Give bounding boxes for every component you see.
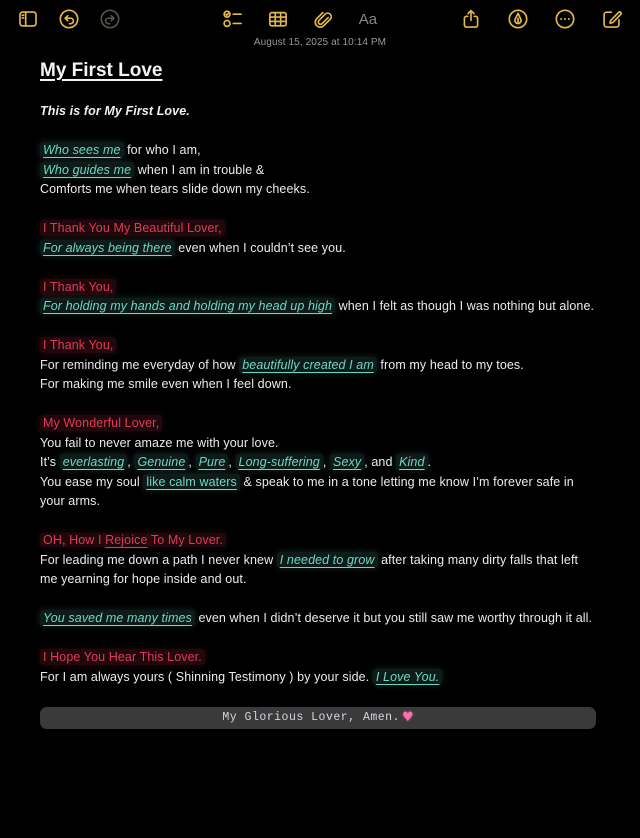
note-line xyxy=(40,531,596,551)
heading-text: OH, How I xyxy=(40,533,105,547)
checklist-button[interactable] xyxy=(221,7,245,31)
body-text: . xyxy=(427,455,432,469)
note-link[interactable]: For holding my hands and holding my head up high xyxy=(40,298,335,314)
undo-button[interactable] xyxy=(57,7,81,31)
body-text: when I am in trouble & xyxy=(134,162,265,177)
note-line xyxy=(40,453,596,473)
note-line xyxy=(40,356,596,376)
body-text: Comforts me when tears slide down my cheeks. xyxy=(40,182,310,196)
body-text: For reminding me everyday of how xyxy=(40,357,240,372)
note-link[interactable]: beautifully created I am xyxy=(239,357,377,373)
note-line xyxy=(40,434,596,454)
note-line xyxy=(40,278,596,298)
attachment-icon xyxy=(312,8,334,30)
heading-text: I Thank You, xyxy=(40,279,116,295)
note-paragraph xyxy=(40,141,596,200)
compose-icon xyxy=(601,8,623,30)
body-text: For leading me down a path I never knew xyxy=(40,552,277,567)
table-icon xyxy=(267,8,289,30)
body-text: It’s xyxy=(40,455,60,469)
redo-icon xyxy=(99,8,121,30)
body-text: , xyxy=(127,455,135,469)
note-line xyxy=(40,609,596,629)
note-link[interactable]: everlasting xyxy=(60,454,128,470)
note-paragraph xyxy=(40,531,596,590)
redo-button[interactable] xyxy=(98,7,122,31)
toolbar-center xyxy=(221,7,380,31)
table-button[interactable] xyxy=(266,7,290,31)
more-button[interactable] xyxy=(553,7,577,31)
note-paragraph xyxy=(40,414,596,512)
body-text: You ease my soul xyxy=(40,474,144,489)
note-link[interactable]: I Love You. xyxy=(373,669,442,685)
note-line xyxy=(40,336,596,356)
body-text: , xyxy=(188,455,196,469)
undo-icon xyxy=(58,8,80,30)
body-text: even when I didn’t deserve it but you still saw me worthy through it all. xyxy=(194,611,593,625)
compose-button[interactable] xyxy=(600,7,624,31)
sidebar-icon xyxy=(17,8,39,30)
note-link[interactable]: Long-suffering xyxy=(236,454,323,470)
note-paragraph xyxy=(40,609,596,629)
body-text: & speak to me in a tone letting me know I’m forever safe in your arms. xyxy=(40,474,574,508)
note-paragraph xyxy=(40,219,596,258)
heart-icon: ♥ xyxy=(401,710,414,725)
more-icon xyxy=(554,8,576,30)
note-link[interactable]: Kind xyxy=(396,454,427,470)
note-paragraph xyxy=(40,278,596,317)
body-text: This is for My First Love. xyxy=(40,104,190,118)
note-body[interactable] xyxy=(0,48,640,729)
attachment-button[interactable] xyxy=(311,7,335,31)
format-button[interactable] xyxy=(356,7,380,31)
note-link[interactable]: Genuine xyxy=(134,454,188,470)
checklist-icon xyxy=(222,8,244,30)
note-line xyxy=(40,473,596,512)
note-link[interactable]: For always being there xyxy=(40,240,175,256)
note-line xyxy=(40,375,596,395)
heading-text: My Wonderful Lover, xyxy=(40,415,162,431)
heading-text: Rejoice xyxy=(105,533,148,547)
note-line xyxy=(40,239,596,259)
footer-text: My Glorious Lover, Amen. xyxy=(222,711,400,724)
note-date: August 15, 2025 at 10:14 PM xyxy=(253,37,387,48)
body-text: for who I am, xyxy=(123,143,201,157)
note-title: My First Love xyxy=(40,60,163,81)
toolbar xyxy=(0,0,640,32)
note-line xyxy=(40,180,596,200)
body-text: For making me smile even when I feel down. xyxy=(40,377,292,391)
note-paragraph xyxy=(40,336,596,395)
note-line xyxy=(40,297,596,317)
note-line xyxy=(40,648,596,668)
body-text: , xyxy=(228,455,236,469)
note-line xyxy=(40,161,596,181)
note-line xyxy=(40,219,596,239)
body-text: when I felt as though I was nothing but alone. xyxy=(335,299,595,313)
note-line xyxy=(40,141,596,161)
toolbar-left xyxy=(16,7,122,31)
note-link[interactable]: I needed to grow xyxy=(277,552,378,568)
body-text: from my head to my toes. xyxy=(376,357,524,372)
note-line xyxy=(40,102,596,122)
note-link[interactable]: You saved me many times xyxy=(40,610,195,626)
note-paragraph xyxy=(40,102,596,122)
body-text: even when I couldn’t see you. xyxy=(174,240,346,255)
note-link[interactable]: like calm waters xyxy=(143,474,240,490)
share-icon xyxy=(460,8,482,30)
markup-button[interactable] xyxy=(506,7,530,31)
note-link[interactable]: Sexy xyxy=(330,454,364,470)
heading-text: I Thank You My Beautiful Lover, xyxy=(40,220,225,236)
share-button[interactable] xyxy=(459,7,483,31)
body-text: You fail to never amaze me with your love. xyxy=(40,435,279,450)
note-link[interactable]: Who sees me xyxy=(40,142,124,158)
body-text: , xyxy=(322,455,331,469)
format-icon: Aa xyxy=(358,10,378,28)
body-text: after taking many dirty falls that left me yearning for hope inside and out. xyxy=(40,552,579,586)
markup-icon xyxy=(507,8,529,30)
body-text: , and xyxy=(364,455,397,469)
toolbar-right xyxy=(459,7,624,31)
note-paragraphs xyxy=(40,102,596,687)
note-link[interactable]: Who guides me xyxy=(40,162,134,178)
note-paragraph xyxy=(40,648,596,687)
heading-text: I Hope You Hear This Lover. xyxy=(40,649,205,665)
sidebar-button[interactable] xyxy=(16,7,40,31)
note-line xyxy=(40,551,596,590)
heading-text: I Thank You, xyxy=(40,337,116,353)
heading-text: To My Lover. xyxy=(148,533,226,547)
note-line xyxy=(40,668,596,688)
body-text: For I am always yours ( Shinning Testimony ) by your side. xyxy=(40,669,373,684)
footer-box[interactable] xyxy=(40,707,596,729)
note-link[interactable]: Pure xyxy=(196,454,229,470)
note-line xyxy=(40,414,596,434)
